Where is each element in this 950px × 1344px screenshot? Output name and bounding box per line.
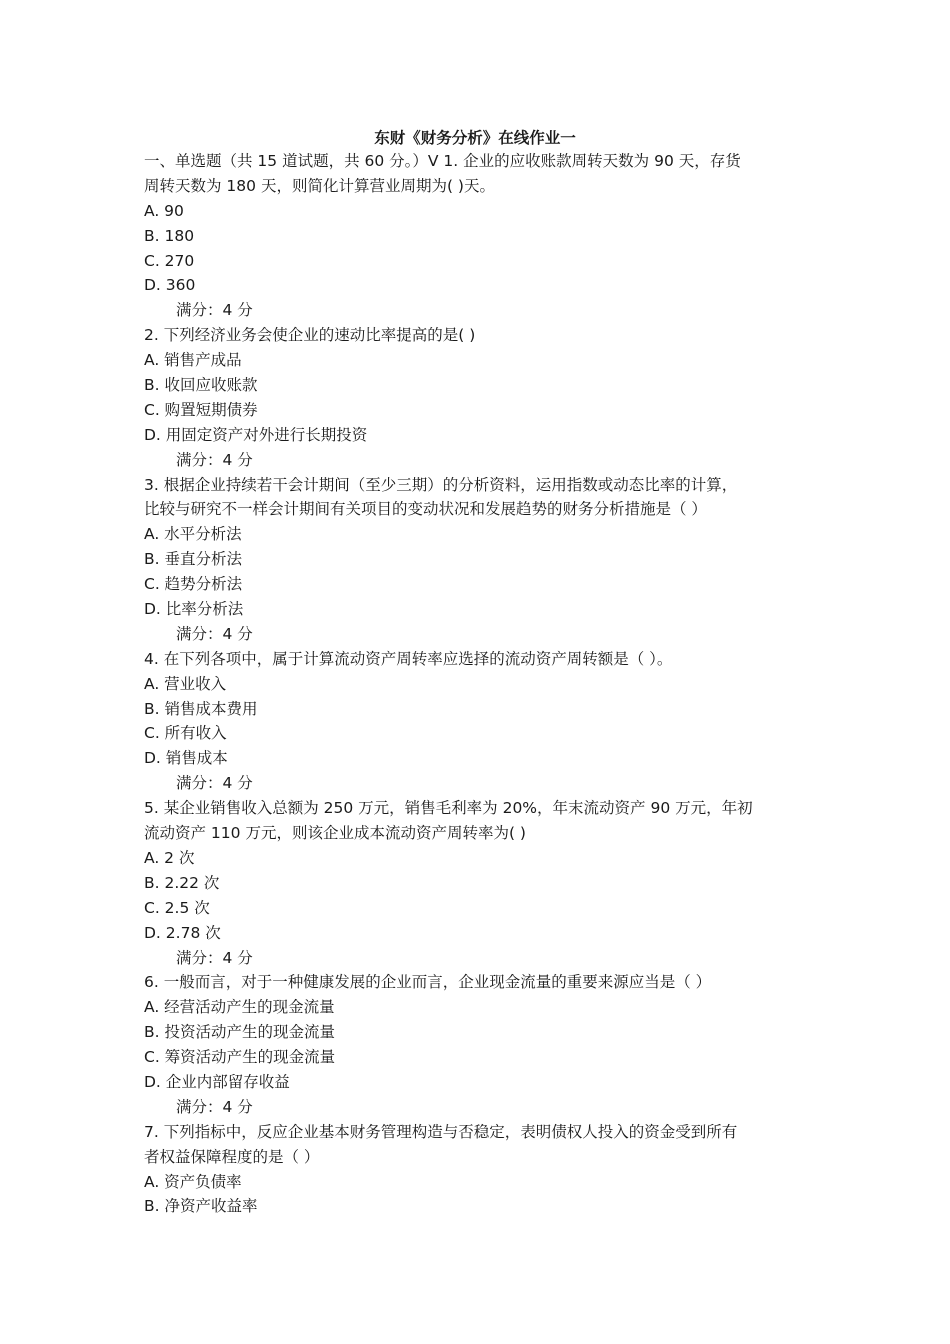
question-line: 流动资产 110 万元，则该企业成本流动资产周转率为( ) [144, 824, 526, 843]
option-line: A. 2 次 [144, 848, 195, 867]
option-line: B. 180 [144, 226, 195, 245]
score-line: 满分：4 分 [176, 1097, 253, 1116]
option-line: C. 趋势分析法 [144, 575, 243, 594]
option-line: A. 经营活动产生的现金流量 [144, 998, 335, 1017]
question-line: 7. 下列指标中，反应企业基本财务管理构造与否稳定，表明债权人投入的资金受到所有 [144, 1122, 738, 1141]
option-line: B. 销售成本费用 [144, 699, 258, 718]
option-line: C. 2.5 次 [144, 898, 210, 917]
option-line: D. 360 [144, 276, 196, 295]
option-line: A. 营业收入 [144, 674, 227, 693]
option-line: B. 2.22 次 [144, 873, 220, 892]
question-line: 者权益保障程度的是（ ） [144, 1147, 320, 1166]
option-line: A. 90 [144, 201, 184, 220]
option-line: D. 比率分析法 [144, 600, 244, 619]
question-line: 2. 下列经济业务会使企业的速动比率提高的是( ) [144, 326, 476, 345]
score-line: 满分：4 分 [176, 624, 253, 643]
score-line: 满分：4 分 [176, 774, 253, 793]
document-body [144, 149, 814, 1219]
text-line: 周转天数为 180 天，则简化计算营业周期为( )天。 [144, 176, 495, 195]
question-line: 3. 根据企业持续若干会计期间（至少三期）的分析资料，运用指数或动态比率的计算， [144, 475, 738, 494]
option-line: B. 投资活动产生的现金流量 [144, 1023, 335, 1042]
option-line: D. 2.78 次 [144, 923, 221, 942]
option-line: B. 垂直分析法 [144, 550, 242, 569]
question-line: 6. 一般而言，对于一种健康发展的企业而言，企业现金流量的重要来源应当是（ ） [144, 973, 712, 992]
document-title: 东财《财务分析》在线作业一 [374, 129, 576, 147]
option-line: D. 用固定资产对外进行长期投资 [144, 425, 368, 444]
option-line: C. 购置短期债券 [144, 400, 258, 419]
question-line: 4. 在下列各项中，属于计算流动资产周转率应选择的流动资产周转额是（ ）。 [144, 649, 673, 668]
question-line: 比较与研究不一样会计期间有关项目的变动状况和发展趋势的财务分析措施是（ ） [144, 500, 707, 519]
option-line: A. 资产负债率 [144, 1172, 242, 1191]
option-line: A. 水平分析法 [144, 525, 242, 544]
score-line: 满分：4 分 [176, 948, 253, 967]
option-line: B. 净资产收益率 [144, 1197, 258, 1216]
option-line: D. 企业内部留存收益 [144, 1072, 290, 1091]
text-line: 一、单选题（共 15 道试题，共 60 分。）V 1. 企业的应收账款周转天数为 90 天，存货 [144, 152, 741, 170]
score-line: 满分：4 分 [176, 450, 253, 469]
option-line: C. 筹资活动产生的现金流量 [144, 1048, 336, 1067]
option-line: A. 销售产成品 [144, 351, 242, 370]
option-line: D. 销售成本 [144, 749, 228, 768]
question-line: 5. 某企业销售收入总额为 250 万元，销售毛利率为 20%，年末流动资产 90 万元，年初 [144, 799, 753, 818]
score-line: 满分：4 分 [176, 301, 253, 320]
option-line: C. 270 [144, 251, 195, 270]
option-line: B. 收回应收账款 [144, 376, 258, 395]
option-line: C. 所有收入 [144, 724, 227, 743]
